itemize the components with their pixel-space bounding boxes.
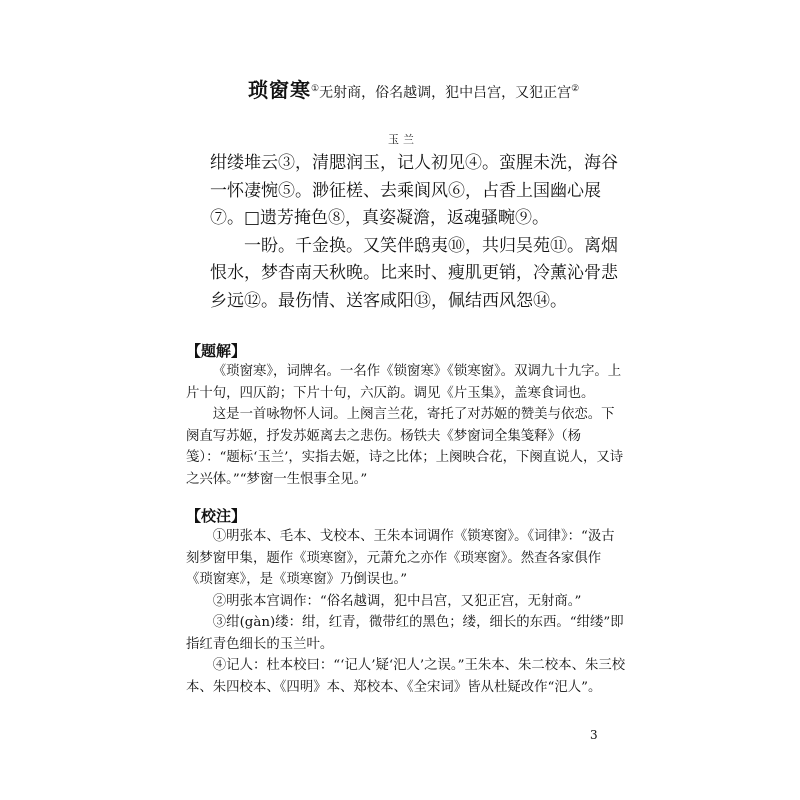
- title-note-mark: ①: [311, 84, 320, 94]
- poem-stanza-2: 一盼。千金换。又笑伴鸱夷⑩，共归吴苑⑪。离烟恨水，梦杳南天秋晚。比来时、瘦肌更销，冷薰沁骨悲乡远⑫。最伤情、送客咸阳⑬，佩结西风怨⑭。: [210, 235, 618, 311]
- poem-title: [248, 74, 579, 103]
- tijie-paragraph-2: 这是一首咏物怀人词。上阕言兰花，寄托了对苏姬的赞美与依恋。下阕直写苏姬，抒发苏姬离去之悲伤。杨铁夫《梦窗词全集笺释》（杨笺）：“题标‘玉兰’，实指去姬，诗之比体；上阕映合花，下阕直说人，又诗之兴体。”“梦窗一生恨事全见。”: [186, 407, 624, 487]
- page-number: 3: [590, 728, 598, 742]
- tijie-body: [186, 361, 626, 490]
- note-2: ②明张本宫调作：“俗名越调，犯中吕宫，又犯正宫，无射商。”: [212, 593, 582, 609]
- tijie-paragraph-1: 《琐窗寒》，词牌名。一名作《锁窗寒》《锁寒窗》。双调九十九字。上片十句，四仄韵；下片十句，六仄韵。调见《片玉集》，盖寒食词也。: [186, 364, 622, 401]
- poem-subject: 玉兰: [388, 133, 418, 146]
- tijie-heading: 【题解】: [186, 342, 247, 360]
- note-1: ①明张本、毛本、戈校本、王朱本词调作《锁寒窗》。《词律》：“汲古刻梦窗甲集，题作《琐寒窗》，元萧允之亦作《琐寒窗》。然查各家俱作《琐窗寒》，是《琐寒窗》乃倒误也。”: [186, 529, 615, 587]
- title-main: 琐窗寒: [248, 78, 311, 102]
- poem-stanza-1: 绀缕堆云③，清腮润玉，记人初见④。蛮腥未洗，海谷一怀凄惋⑤。渺征槎、去乘阆风⑥，占香上国幽心展⑦。□遗芳掩色⑧，真姿凝澹，返魂骚畹⑨。: [210, 153, 618, 228]
- poem-text: [210, 150, 630, 315]
- note-4: ④记人：杜本校曰：“‘记人’疑‘汜人’之误。”王朱本、朱二校本、朱三校本、朱四校本、《四明》本、郑校本、《全宋词》皆从杜疑改作“汜人”。: [186, 658, 626, 695]
- jiaozhu-heading: 【校注】: [186, 507, 247, 525]
- title-subtitle: 无射商，俗名越调，犯中吕宫，又犯正宫: [319, 85, 572, 101]
- jiaozhu-body: [186, 526, 626, 698]
- note-3: ③绀(gàn)缕：绀，红青，微带红的黑色；缕，细长的东西。“绀缕”即指红青色细长的玉兰叶。: [186, 615, 624, 652]
- subtitle-note-mark: ②: [571, 84, 580, 94]
